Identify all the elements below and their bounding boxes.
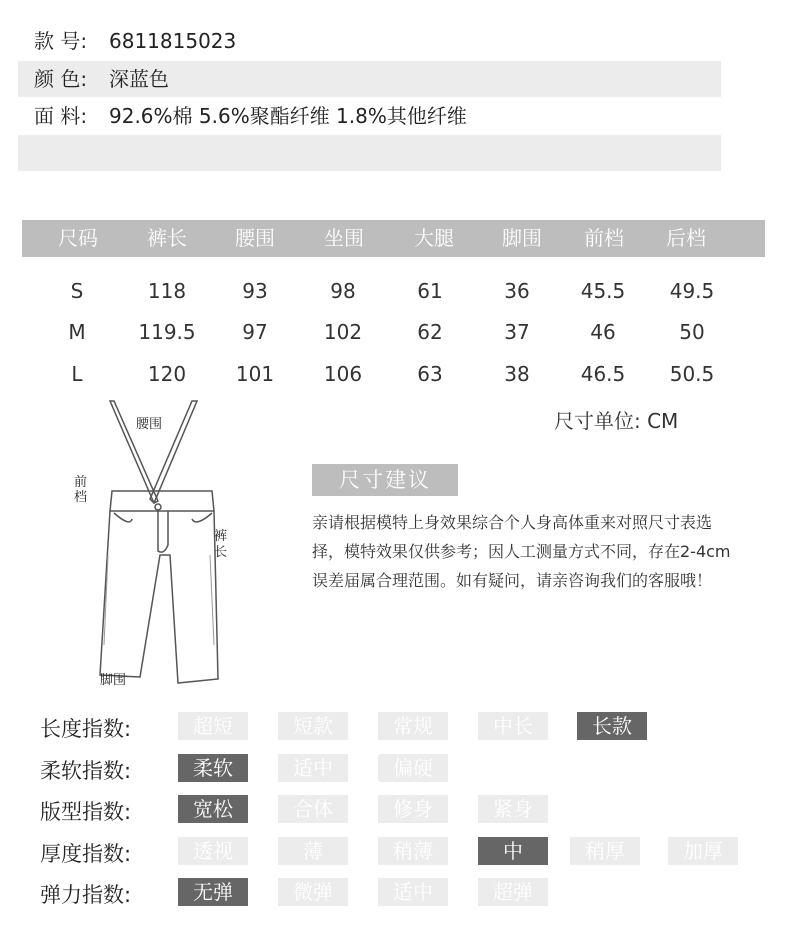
label-front-rise-1: 前 [74,475,88,490]
header-cell: 大腿 [414,226,454,250]
index-option: 稍厚 [570,837,640,865]
index-option: 超弹 [478,878,548,906]
size-table-header [22,220,765,257]
index-option: 紧身 [478,795,548,823]
index-option: 微弹 [278,878,348,906]
size-unit-note: 尺寸单位: CM [554,409,679,433]
index-label: 长度指数: [40,717,132,741]
header-cell: 裤长 [147,226,187,250]
table-cell: 37 [504,320,530,344]
table-cell: 50 [679,320,705,344]
info-row-fabric [18,98,721,134]
index-label: 柔软指数: [40,759,132,783]
header-cell: 后档 [666,226,706,250]
index-option: 短款 [278,712,348,740]
index-option: 透视 [178,837,248,865]
table-cell: 61 [417,279,443,303]
index-option: 薄 [278,837,348,865]
index-option: 适中 [278,754,348,782]
table-cell: S [70,279,84,303]
table-cell: 45.5 [580,279,626,303]
table-cell: 98 [330,279,356,303]
index-label: 弹力指数: [40,883,132,907]
advice-title: 尺寸建议 [312,464,458,496]
info-row-empty [18,135,721,171]
table-cell: 106 [323,362,363,386]
info-row-color [18,61,721,97]
index-option-selected: 长款 [577,712,647,740]
table-cell: 38 [504,362,530,386]
table-cell: 46.5 [580,362,626,386]
table-cell: 46 [590,320,616,344]
index-option: 合体 [278,795,348,823]
index-option-selected: 中 [478,837,548,865]
table-cell: 101 [235,362,275,386]
index-option: 适中 [378,878,448,906]
table-cell: 118 [147,279,187,303]
table-cell: 97 [242,320,268,344]
index-option-selected: 柔软 [178,754,248,782]
label-hem: 脚围 [100,673,127,688]
color-label: 颜 色: [34,67,88,91]
index-option: 修身 [378,795,448,823]
label-length-1: 裤 [214,529,228,544]
label-front-rise-2: 档 [74,490,88,505]
index-label: 厚度指数: [40,842,132,866]
index-option: 常规 [378,712,448,740]
header-cell: 坐围 [324,226,364,250]
table-cell: 119.5 [138,320,196,344]
style-no-value: 6811815023 [109,29,237,53]
info-row-style-no [18,23,721,59]
table-cell: 93 [242,279,268,303]
table-cell: L [71,362,83,386]
header-cell: 尺码 [58,226,98,250]
index-option: 超短 [178,712,248,740]
table-cell: M [68,320,86,344]
label-length-2: 长 [214,545,228,560]
table-cell: 62 [417,320,443,344]
index-option-selected: 宽松 [178,795,248,823]
overalls-diagram [60,395,300,695]
label-waist: 腰围 [136,417,163,432]
header-cell: 前档 [584,226,624,250]
overalls-outline-icon [60,395,300,695]
color-value: 深蓝色 [109,67,169,91]
index-option: 偏硬 [378,754,448,782]
advice-text: 亲请根据模特上身效果综合个人身高体重来对照尺寸表选择，模特效果仅供参考；因人工测量方式不同，存在2-4cm误差届属合理范围。如有疑问，请亲咨询我们的客服哦！ [312,513,731,590]
table-cell: 102 [323,320,363,344]
style-no-label: 款 号: [34,29,88,53]
index-option: 加厚 [668,837,738,865]
index-option: 中长 [478,712,548,740]
table-cell: 63 [417,362,443,386]
index-option: 稍薄 [378,837,448,865]
index-label: 版型指数: [40,800,132,824]
fabric-value: 92.6%棉 5.6%聚酯纤维 1.8%其他纤维 [109,104,467,128]
header-cell: 腰围 [235,226,275,250]
table-cell: 50.5 [669,362,715,386]
index-option-selected: 无弹 [178,878,248,906]
header-cell: 脚围 [502,226,542,250]
table-cell: 36 [504,279,530,303]
table-cell: 120 [147,362,187,386]
fabric-label: 面 料: [34,104,88,128]
table-cell: 49.5 [669,279,715,303]
